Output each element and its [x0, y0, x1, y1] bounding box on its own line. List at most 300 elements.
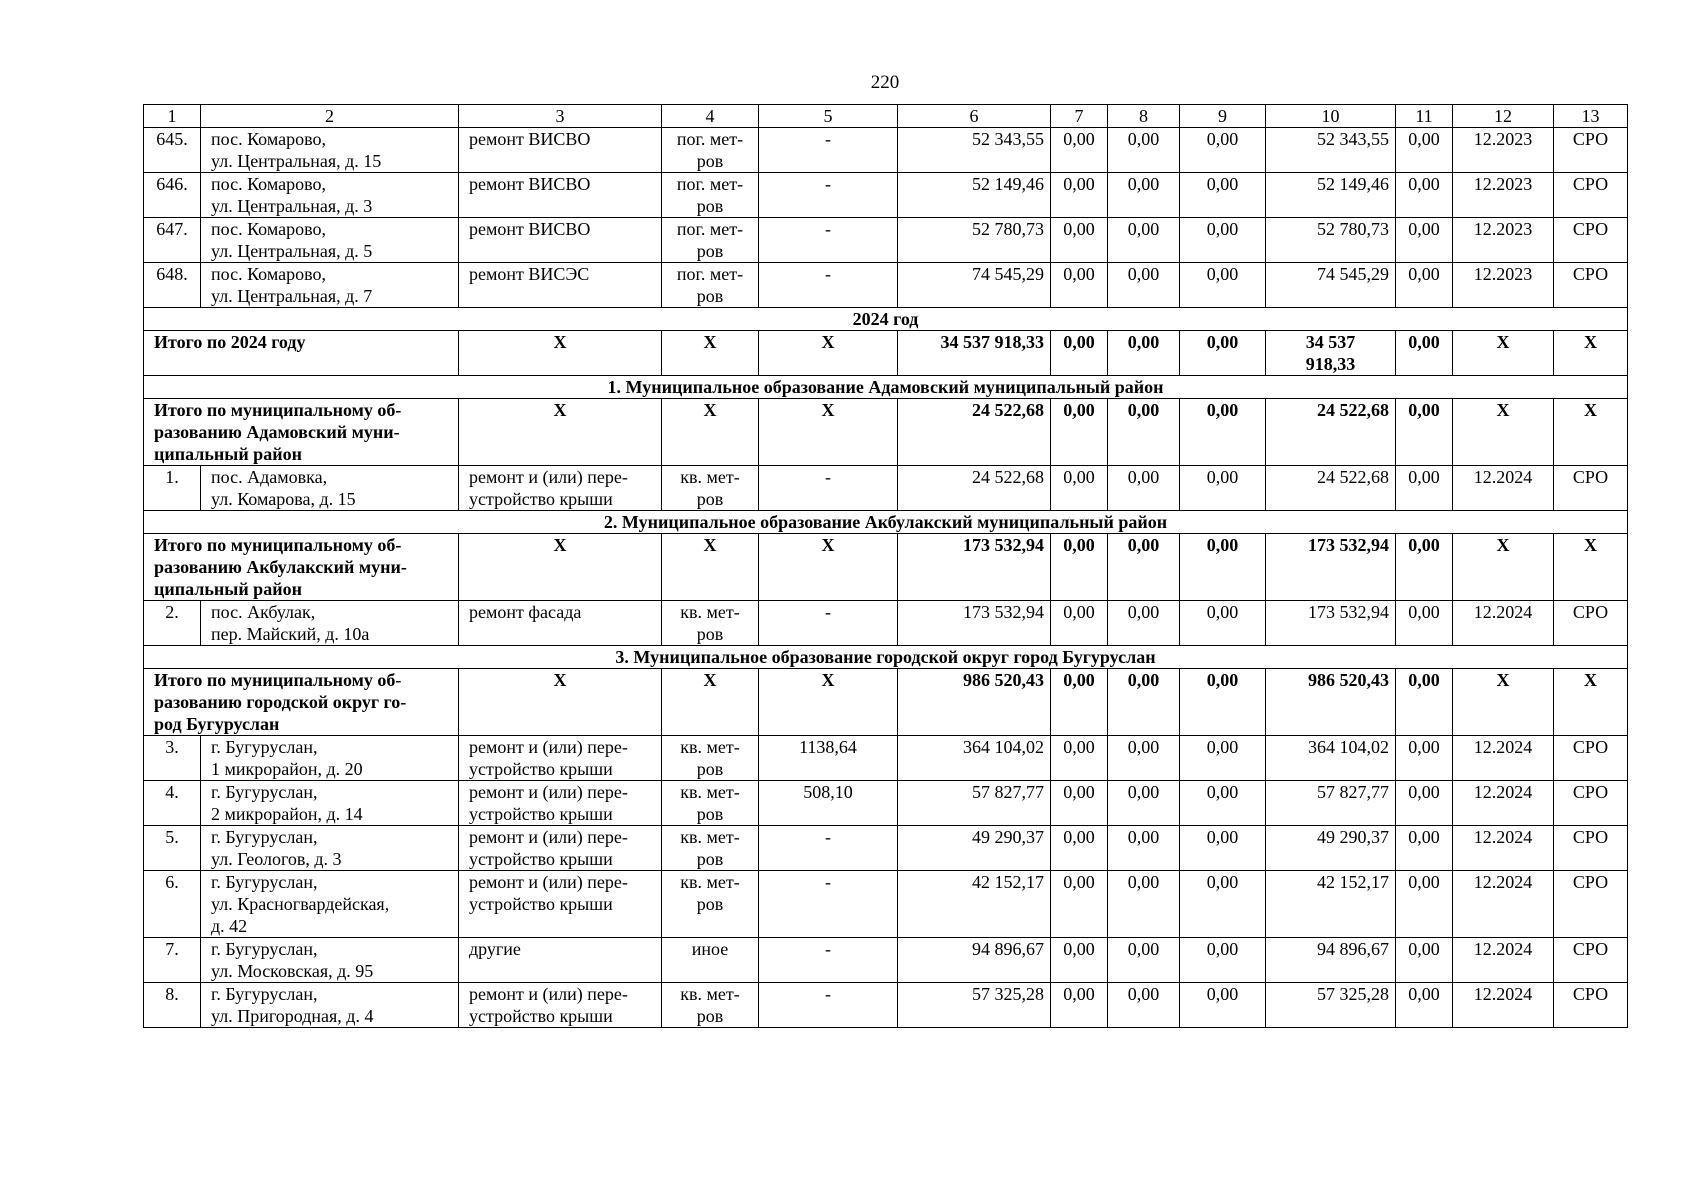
col3-cell: X — [459, 331, 662, 376]
column-number-8: 8 — [1108, 105, 1180, 128]
unit-cell-line-1: пог. мет- — [676, 129, 744, 149]
address-cell — [201, 736, 459, 781]
address-cell — [201, 781, 459, 826]
source-cell: СРО — [1554, 781, 1628, 826]
deadline-cell: X — [1453, 534, 1554, 601]
col8-cell: 0,00 — [1108, 128, 1180, 173]
row-number-cell: 2. — [144, 601, 201, 646]
municipality-total-label-line-2: разованию Адамовский муни- — [154, 422, 400, 442]
work-type-cell — [459, 601, 662, 646]
address-cell — [201, 983, 459, 1028]
unit-cell-line-2: ров — [696, 624, 724, 644]
address-cell-line-2: ул. Геологов, д. 3 — [211, 849, 342, 869]
table-row — [144, 218, 1628, 263]
municipality-total-label-line-1: Итого по муниципальному об- — [154, 670, 402, 690]
deadline-cell: 12.2023 — [1453, 263, 1554, 308]
col5-cell: - — [759, 128, 898, 173]
row-number-cell: 4. — [144, 781, 201, 826]
col3-cell: X — [459, 399, 662, 466]
col11-cell: 0,00 — [1396, 736, 1453, 781]
unit-cell-line-1: кв. мет- — [680, 984, 740, 1004]
column-number-11: 11 — [1396, 105, 1453, 128]
col10-cell: 986 520,43 — [1266, 669, 1396, 736]
cost-total-cell: 986 520,43 — [898, 669, 1051, 736]
col9-cell: 0,00 — [1180, 399, 1266, 466]
col4-cell: X — [662, 534, 759, 601]
unit-cell — [662, 826, 759, 871]
cost-total-cell: 52 343,55 — [898, 128, 1051, 173]
col8-cell: 0,00 — [1108, 736, 1180, 781]
deadline-cell: 12.2024 — [1453, 736, 1554, 781]
address-cell-line-1: пос. Акбулак, — [211, 602, 316, 622]
municipality-total-label-line-3: ципальный район — [154, 579, 302, 599]
work-type-cell — [459, 781, 662, 826]
municipality-total-label-line-1: Итого по муниципальному об- — [154, 400, 402, 420]
address-cell-line-2: пер. Майский, д. 10а — [211, 624, 370, 644]
address-cell — [201, 173, 459, 218]
work-type-cell-line-1: ремонт и (или) пере- — [469, 872, 628, 892]
work-type-cell-line-2: устройство крыши — [469, 1006, 613, 1026]
unit-cell-line-1: кв. мет- — [680, 602, 740, 622]
col10-cell: 24 522,68 — [1266, 399, 1396, 466]
col7-cell: 0,00 — [1051, 938, 1108, 983]
work-type-cell: ремонт ВИСЭС — [459, 263, 662, 308]
municipality-total-label — [144, 534, 459, 601]
work-type-cell-line-2: устройство крыши — [469, 849, 613, 869]
municipality-heading-row — [144, 376, 1628, 399]
col11-cell: 0,00 — [1396, 826, 1453, 871]
row-number-cell: 5. — [144, 826, 201, 871]
cost-total-cell: 173 532,94 — [898, 534, 1051, 601]
deadline-cell: 12.2024 — [1453, 938, 1554, 983]
col10-cell: 94 896,67 — [1266, 938, 1396, 983]
work-type-cell: ремонт ВИСВО — [459, 173, 662, 218]
col5-cell: X — [759, 669, 898, 736]
deadline-cell: 12.2024 — [1453, 466, 1554, 511]
col9-cell: 0,00 — [1180, 601, 1266, 646]
column-number-1: 1 — [144, 105, 201, 128]
source-cell: СРО — [1554, 938, 1628, 983]
col4-cell: X — [662, 669, 759, 736]
col11-cell: 0,00 — [1396, 534, 1453, 601]
source-cell: СРО — [1554, 173, 1628, 218]
col9-cell: 0,00 — [1180, 669, 1266, 736]
address-cell — [201, 263, 459, 308]
cost-total-cell: 24 522,68 — [898, 466, 1051, 511]
unit-cell-line-1: пог. мет- — [676, 219, 744, 239]
cost-total-cell: 173 532,94 — [898, 601, 1051, 646]
column-number-7: 7 — [1051, 105, 1108, 128]
year-heading-row — [144, 308, 1628, 331]
col10-cell: 173 532,94 — [1266, 601, 1396, 646]
unit-cell-line-2: ров — [696, 759, 724, 779]
deadline-cell: 12.2023 — [1453, 173, 1554, 218]
col11-cell: 0,00 — [1396, 466, 1453, 511]
col10-cell: 173 532,94 — [1266, 534, 1396, 601]
table-row — [144, 938, 1628, 983]
col9-cell: 0,00 — [1180, 781, 1266, 826]
col5-cell: X — [759, 399, 898, 466]
address-cell-line-2: ул. Центральная, д. 15 — [211, 151, 382, 171]
col8-cell: 0,00 — [1108, 263, 1180, 308]
unit-cell — [662, 173, 759, 218]
municipality-total-label-line-3: ципальный район — [154, 444, 302, 464]
work-type-cell — [459, 736, 662, 781]
col10-cell: 52 149,46 — [1266, 173, 1396, 218]
table-body — [144, 105, 1628, 1028]
col11-cell: 0,00 — [1396, 331, 1453, 376]
col7-cell: 0,00 — [1051, 601, 1108, 646]
municipality-total-label-line-2: разованию городской округ го- — [154, 692, 407, 712]
table-row — [144, 736, 1628, 781]
col8-cell: 0,00 — [1108, 466, 1180, 511]
col8-cell: 0,00 — [1108, 826, 1180, 871]
address-cell-line-1: пос. Адамовка, — [211, 467, 328, 487]
work-type-cell-line-2: устройство крыши — [469, 759, 613, 779]
col7-cell: 0,00 — [1051, 736, 1108, 781]
col7-cell: 0,00 — [1051, 534, 1108, 601]
col5-cell: X — [759, 534, 898, 601]
cost-total-cell: 57 827,77 — [898, 781, 1051, 826]
work-type-cell-line-1: другие — [469, 939, 521, 959]
col7-cell: 0,00 — [1051, 128, 1108, 173]
year-heading: 2024 год — [144, 308, 1628, 331]
year-total-label: Итого по 2024 году — [144, 331, 459, 376]
unit-cell-line-2: ров — [696, 489, 724, 509]
municipality-total-row — [144, 399, 1628, 466]
col11-cell: 0,00 — [1396, 601, 1453, 646]
col10-cell: 57 827,77 — [1266, 781, 1396, 826]
col8-cell: 0,00 — [1108, 669, 1180, 736]
work-type-cell-line-1: ремонт и (или) пере- — [469, 737, 628, 757]
col7-cell: 0,00 — [1051, 781, 1108, 826]
unit-cell-line-1: кв. мет- — [680, 872, 740, 892]
table-row — [144, 826, 1628, 871]
work-type-cell-line-2: устройство крыши — [469, 894, 613, 914]
source-cell: СРО — [1554, 826, 1628, 871]
unit-cell — [662, 466, 759, 511]
address-cell-line-1: пос. Комарово, — [211, 219, 326, 239]
unit-cell — [662, 601, 759, 646]
col8-cell: 0,00 — [1108, 399, 1180, 466]
address-cell-line-1: г. Бугуруслан, — [211, 939, 318, 959]
address-cell-line-2: ул. Пригородная, д. 4 — [211, 1006, 374, 1026]
work-type-cell-line-1: ремонт и (или) пере- — [469, 827, 628, 847]
cost-total-cell: 364 104,02 — [898, 736, 1051, 781]
row-number-cell: 8. — [144, 983, 201, 1028]
column-number-4: 4 — [662, 105, 759, 128]
deadline-cell: 12.2023 — [1453, 218, 1554, 263]
municipality-heading-row — [144, 646, 1628, 669]
year-total-row — [144, 331, 1628, 376]
column-number-row — [144, 105, 1628, 128]
unit-cell — [662, 781, 759, 826]
cost-total-cell: 52 780,73 — [898, 218, 1051, 263]
col9-cell: 0,00 — [1180, 983, 1266, 1028]
address-cell-line-2: ул. Центральная, д. 5 — [211, 241, 373, 261]
work-type-cell — [459, 466, 662, 511]
column-number-6: 6 — [898, 105, 1051, 128]
col9-cell: 0,00 — [1180, 534, 1266, 601]
col10-cell: 52 343,55 — [1266, 128, 1396, 173]
col8-cell: 0,00 — [1108, 331, 1180, 376]
unit-cell — [662, 218, 759, 263]
work-type-cell — [459, 983, 662, 1028]
col11-cell: 0,00 — [1396, 669, 1453, 736]
table-row — [144, 263, 1628, 308]
address-cell — [201, 938, 459, 983]
col9-cell: 0,00 — [1180, 263, 1266, 308]
col10-cell: 364 104,02 — [1266, 736, 1396, 781]
col10-cell-line-2: 918,33 — [1305, 354, 1356, 374]
col7-cell: 0,00 — [1051, 399, 1108, 466]
col8-cell: 0,00 — [1108, 781, 1180, 826]
address-cell-line-2: ул. Московская, д. 95 — [211, 961, 374, 981]
unit-cell-line-2: ров — [696, 804, 724, 824]
deadline-cell: 12.2023 — [1453, 128, 1554, 173]
table-row — [144, 466, 1628, 511]
address-cell-line-2: ул. Центральная, д. 3 — [211, 196, 373, 216]
unit-cell-line-2: ров — [696, 1006, 724, 1026]
col7-cell: 0,00 — [1051, 871, 1108, 938]
col11-cell: 0,00 — [1396, 218, 1453, 263]
deadline-cell: 12.2024 — [1453, 983, 1554, 1028]
work-type-cell-line-1: ремонт и (или) пере- — [469, 984, 628, 1004]
col10-cell: 52 780,73 — [1266, 218, 1396, 263]
address-cell — [201, 826, 459, 871]
table-row — [144, 871, 1628, 938]
work-type-cell-line-1: ремонт и (или) пере- — [469, 467, 628, 487]
col5-cell: 508,10 — [759, 781, 898, 826]
source-cell: СРО — [1554, 263, 1628, 308]
source-cell: СРО — [1554, 128, 1628, 173]
col10-cell: 24 522,68 — [1266, 466, 1396, 511]
address-cell-line-2: 2 микрорайон, д. 14 — [211, 804, 363, 824]
work-type-cell — [459, 826, 662, 871]
row-number-cell: 6. — [144, 871, 201, 938]
source-cell: X — [1554, 331, 1628, 376]
row-number-cell: 647. — [144, 218, 201, 263]
col11-cell: 0,00 — [1396, 173, 1453, 218]
col3-cell: X — [459, 534, 662, 601]
cost-total-cell: 34 537 918,33 — [898, 331, 1051, 376]
municipality-heading: 3. Муниципальное образование городской округ город Бугуруслан — [144, 646, 1628, 669]
address-cell-line-2: ул. Центральная, д. 7 — [211, 286, 373, 306]
source-cell: СРО — [1554, 983, 1628, 1028]
col9-cell: 0,00 — [1180, 736, 1266, 781]
work-type-cell: ремонт ВИСВО — [459, 218, 662, 263]
address-cell — [201, 128, 459, 173]
col8-cell: 0,00 — [1108, 983, 1180, 1028]
row-number-cell: 648. — [144, 263, 201, 308]
col5-cell: - — [759, 173, 898, 218]
column-number-13: 13 — [1554, 105, 1628, 128]
municipality-heading-row — [144, 511, 1628, 534]
address-cell-line-1: г. Бугуруслан, — [211, 737, 318, 757]
cost-total-cell: 49 290,37 — [898, 826, 1051, 871]
col10-cell — [1266, 331, 1396, 376]
col9-cell: 0,00 — [1180, 938, 1266, 983]
source-cell: X — [1554, 669, 1628, 736]
col11-cell: 0,00 — [1396, 781, 1453, 826]
col11-cell: 0,00 — [1396, 263, 1453, 308]
col10-cell-line-1: 34 537 — [1305, 332, 1356, 352]
address-cell — [201, 466, 459, 511]
municipality-total-label-line-1: Итого по муниципальному об- — [154, 535, 402, 555]
work-type-cell-line-2: устройство крыши — [469, 489, 613, 509]
col5-cell: X — [759, 331, 898, 376]
unit-cell-line-2: ров — [696, 151, 724, 171]
unit-cell — [662, 263, 759, 308]
col5-cell: - — [759, 218, 898, 263]
col9-cell: 0,00 — [1180, 128, 1266, 173]
source-cell: СРО — [1554, 736, 1628, 781]
col7-cell: 0,00 — [1051, 466, 1108, 511]
col11-cell: 0,00 — [1396, 938, 1453, 983]
unit-cell — [662, 983, 759, 1028]
col5-cell: - — [759, 983, 898, 1028]
row-number-cell: 1. — [144, 466, 201, 511]
col9-cell: 0,00 — [1180, 871, 1266, 938]
municipality-heading: 1. Муниципальное образование Адамовский муниципальный район — [144, 376, 1628, 399]
page-number: 220 — [870, 72, 900, 93]
column-number-12: 12 — [1453, 105, 1554, 128]
unit-cell-line-1: кв. мет- — [680, 827, 740, 847]
source-cell: СРО — [1554, 871, 1628, 938]
col9-cell: 0,00 — [1180, 331, 1266, 376]
source-cell: СРО — [1554, 218, 1628, 263]
cost-total-cell: 24 522,68 — [898, 399, 1051, 466]
table-row — [144, 173, 1628, 218]
address-cell-line-1: пос. Комарово, — [211, 174, 326, 194]
col7-cell: 0,00 — [1051, 263, 1108, 308]
source-cell: X — [1554, 399, 1628, 466]
col5-cell: - — [759, 263, 898, 308]
col11-cell: 0,00 — [1396, 399, 1453, 466]
municipality-total-label-line-2: разованию Акбулакский муни- — [154, 557, 407, 577]
cost-total-cell: 57 325,28 — [898, 983, 1051, 1028]
col9-cell: 0,00 — [1180, 173, 1266, 218]
unit-cell-line-1: пог. мет- — [676, 174, 744, 194]
source-cell: СРО — [1554, 601, 1628, 646]
cost-total-cell: 74 545,29 — [898, 263, 1051, 308]
unit-cell-line-2: ров — [696, 241, 724, 261]
deadline-cell: 12.2024 — [1453, 826, 1554, 871]
address-cell — [201, 218, 459, 263]
unit-cell-line-1: кв. мет- — [680, 782, 740, 802]
col8-cell: 0,00 — [1108, 871, 1180, 938]
table-row — [144, 983, 1628, 1028]
address-cell-line-3: д. 42 — [211, 916, 248, 936]
col7-cell: 0,00 — [1051, 218, 1108, 263]
cost-total-cell: 94 896,67 — [898, 938, 1051, 983]
col10-cell: 49 290,37 — [1266, 826, 1396, 871]
col7-cell: 0,00 — [1051, 826, 1108, 871]
col11-cell: 0,00 — [1396, 983, 1453, 1028]
deadline-cell: 12.2024 — [1453, 871, 1554, 938]
col8-cell: 0,00 — [1108, 173, 1180, 218]
unit-cell — [662, 736, 759, 781]
unit-cell — [662, 938, 759, 983]
address-cell-line-2: ул. Красногвардейская, — [211, 894, 390, 914]
col5-cell: - — [759, 601, 898, 646]
row-number-cell: 645. — [144, 128, 201, 173]
col10-cell: 42 152,17 — [1266, 871, 1396, 938]
col5-cell: 1138,64 — [759, 736, 898, 781]
col10-cell: 74 545,29 — [1266, 263, 1396, 308]
municipality-total-label-line-3: род Бугуруслан — [154, 714, 280, 734]
col5-cell: - — [759, 466, 898, 511]
col7-cell: 0,00 — [1051, 983, 1108, 1028]
cost-total-cell: 52 149,46 — [898, 173, 1051, 218]
deadline-cell: 12.2024 — [1453, 781, 1554, 826]
col5-cell: - — [759, 938, 898, 983]
address-cell-line-2: ул. Комарова, д. 15 — [211, 489, 356, 509]
col5-cell: - — [759, 826, 898, 871]
column-number-2: 2 — [201, 105, 459, 128]
work-type-cell-line-1: ремонт и (или) пере- — [469, 782, 628, 802]
table-row — [144, 601, 1628, 646]
col11-cell: 0,00 — [1396, 871, 1453, 938]
unit-cell-line-1: кв. мет- — [680, 737, 740, 757]
deadline-cell: X — [1453, 669, 1554, 736]
col8-cell: 0,00 — [1108, 534, 1180, 601]
table-row — [144, 781, 1628, 826]
municipality-total-row — [144, 669, 1628, 736]
col8-cell: 0,00 — [1108, 938, 1180, 983]
col7-cell: 0,00 — [1051, 669, 1108, 736]
unit-cell-line-2: ров — [696, 849, 724, 869]
cost-total-cell: 42 152,17 — [898, 871, 1051, 938]
unit-cell-line-1: пог. мет- — [676, 264, 744, 284]
address-cell-line-1: г. Бугуруслан, — [211, 782, 318, 802]
deadline-cell: X — [1453, 331, 1554, 376]
col9-cell: 0,00 — [1180, 466, 1266, 511]
row-number-cell: 646. — [144, 173, 201, 218]
address-cell-line-2: 1 микрорайон, д. 20 — [211, 759, 363, 779]
capital-repair-table — [143, 104, 1628, 1028]
unit-cell — [662, 871, 759, 938]
address-cell-line-1: г. Бугуруслан, — [211, 984, 318, 1004]
col11-cell: 0,00 — [1396, 128, 1453, 173]
column-number-10: 10 — [1266, 105, 1396, 128]
unit-cell-line-1: иное — [691, 939, 729, 959]
col4-cell: X — [662, 331, 759, 376]
address-cell-line-1: пос. Комарово, — [211, 264, 326, 284]
source-cell: СРО — [1554, 466, 1628, 511]
col7-cell: 0,00 — [1051, 331, 1108, 376]
col7-cell: 0,00 — [1051, 173, 1108, 218]
work-type-cell — [459, 938, 662, 983]
deadline-cell: 12.2024 — [1453, 601, 1554, 646]
column-number-3: 3 — [459, 105, 662, 128]
col10-cell: 57 325,28 — [1266, 983, 1396, 1028]
col3-cell: X — [459, 669, 662, 736]
unit-cell — [662, 128, 759, 173]
municipality-total-label — [144, 399, 459, 466]
col5-cell: - — [759, 871, 898, 938]
col8-cell: 0,00 — [1108, 218, 1180, 263]
unit-cell-line-2: ров — [696, 286, 724, 306]
source-cell: X — [1554, 534, 1628, 601]
col8-cell: 0,00 — [1108, 601, 1180, 646]
address-cell-line-1: г. Бугуруслан, — [211, 827, 318, 847]
unit-cell-line-1: кв. мет- — [680, 467, 740, 487]
row-number-cell: 3. — [144, 736, 201, 781]
work-type-cell-line-2: устройство крыши — [469, 804, 613, 824]
row-number-cell: 7. — [144, 938, 201, 983]
work-type-cell — [459, 871, 662, 938]
